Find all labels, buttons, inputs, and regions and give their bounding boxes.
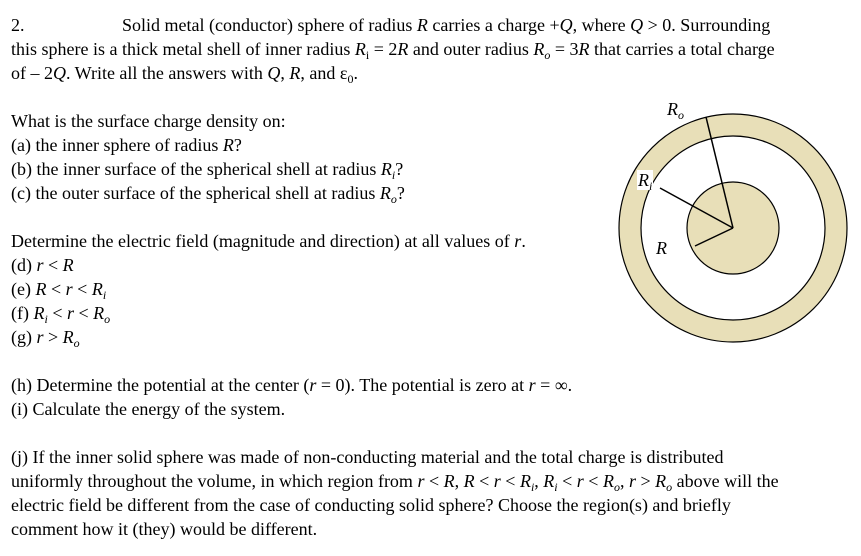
part-c: (c) the outer surface of the spherical shell at radius $R_o$? xyxy=(11,183,405,206)
part-j-line-3: electric field be different from the case of conducting solid sphere? Choose the region(s) and briefly xyxy=(11,495,731,515)
problem-number: 2. xyxy=(11,15,25,35)
field-question: Determine the electric field (magnitude and direction) at all values of r. xyxy=(11,231,526,251)
label-ro: $R_o$ xyxy=(667,99,684,122)
label-ri: $R_i$ xyxy=(638,170,653,193)
intro-line-2: this sphere is a thick metal shell of inner radius $R_i = 2R$ and outer radius $R_o = 3R$ that carries a total charge xyxy=(11,39,775,62)
surface-question: What is the surface charge density on: xyxy=(11,111,286,131)
part-f: (f) $R_i < r < R_o$ xyxy=(11,303,111,326)
part-d: (d) r < R xyxy=(11,255,74,275)
part-h: (h) Determine the potential at the center (r = 0). The potential is zero at r = ∞. xyxy=(11,375,573,395)
part-j-line-4: comment how it (they) would be different. xyxy=(11,519,318,539)
part-e: (e) $R < r < R_i$ xyxy=(11,279,107,302)
intro-line-3: of – 2Q. Write all the answers with Q, R, and $\varepsilon_0$. xyxy=(11,63,358,86)
label-r: R xyxy=(656,238,667,258)
intro-line-1: Solid metal (conductor) sphere of radius R carries a charge +Q, where Q > 0. Surrounding xyxy=(122,15,771,35)
part-a: (a) the inner sphere of radius R? xyxy=(11,135,242,155)
part-i: (i) Calculate the energy of the system. xyxy=(11,399,286,419)
part-b: (b) the inner surface of the spherical shell at radius $R_i$? xyxy=(11,159,404,182)
part-g: (g) $r > R_o$ xyxy=(11,327,80,350)
part-j-line-1: (j) If the inner solid sphere was made of non-conducting material and the total charge is distributed xyxy=(11,447,724,467)
part-j-line-2: uniformly throughout the volume, in which region from r < R, $R < r < R_i$, $R_i < r < R_o$, $r > R_o$ above will the xyxy=(11,471,779,494)
